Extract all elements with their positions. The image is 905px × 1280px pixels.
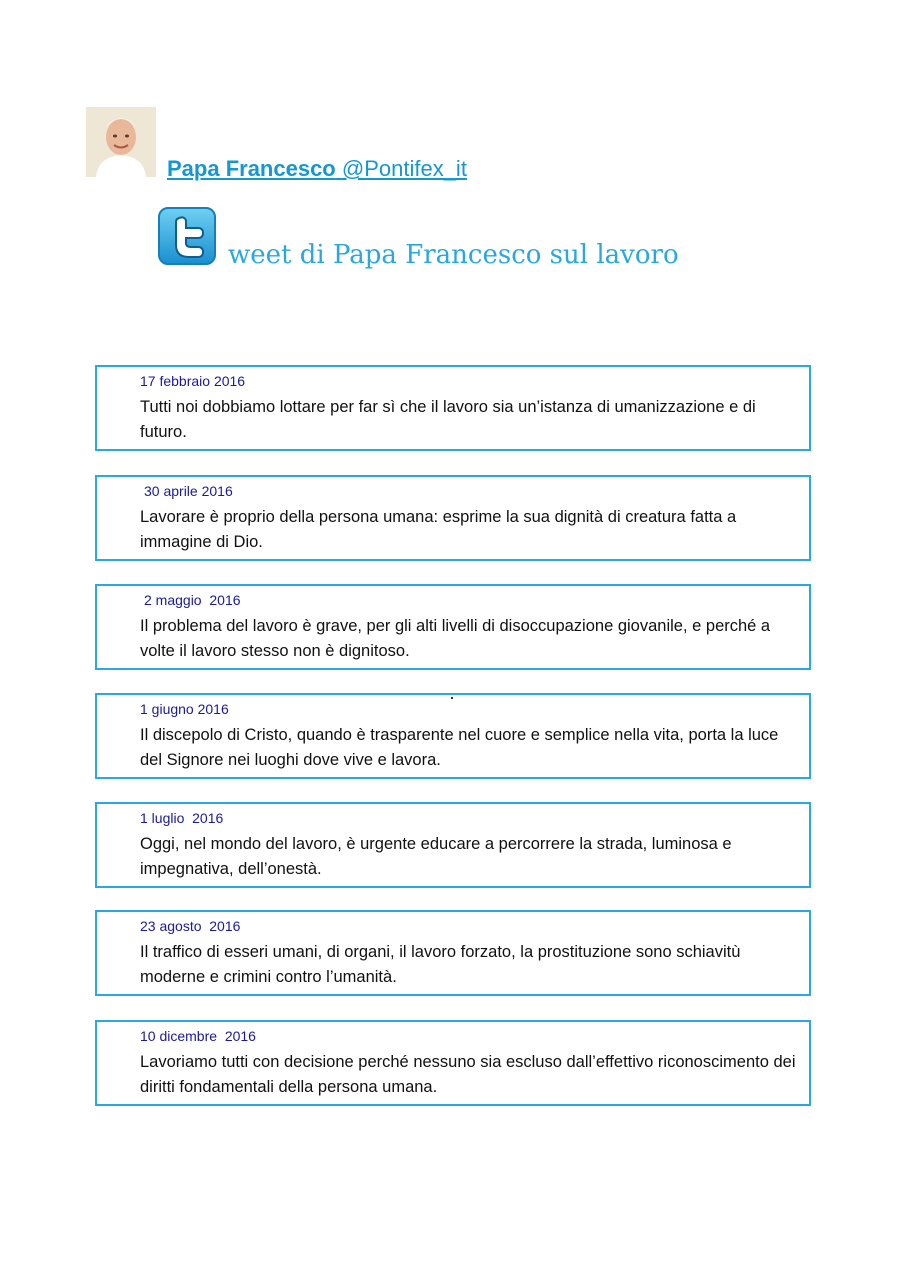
- tweet-text: Tutti noi dobbiamo lottare per far sì che il lavoro sia un’istanza di umanizzazione e di futuro.: [140, 398, 756, 441]
- tweet-card: [95, 802, 811, 888]
- tweet-date: 17 febbraio 2016: [140, 373, 246, 389]
- tweet-card: [95, 365, 811, 451]
- author-handle[interactable]: @Pontifex_it: [341, 156, 467, 181]
- tweet-text: Il discepolo di Cristo, quando è trasparente nel cuore e semplice nella vita, porta la luce del Signore nei luoghi dove vive e lavora.: [140, 726, 779, 769]
- pope-portrait-icon: [86, 107, 156, 177]
- tweet-text: Il problema del lavoro è grave, per gli alti livelli di disoccupazione giovanile, e perché a volte il lavoro stesso non è dignitoso.: [140, 617, 771, 660]
- tweet-text: Oggi, nel mondo del lavoro, è urgente educare a percorrere la strada, luminosa e impegnativa, dell’onestà.: [140, 835, 732, 878]
- tweet-card: [95, 1020, 811, 1106]
- tweet-text: Il traffico di esseri umani, di organi, il lavoro forzato, la prostituzione sono schiavitù moderne e crimini contro l’umanità.: [140, 943, 741, 986]
- tweet-date: 23 agosto 2016: [140, 918, 241, 934]
- tweet-card: [95, 693, 811, 779]
- stray-dot: [451, 697, 453, 699]
- tweet-date: 1 giugno 2016: [140, 701, 229, 717]
- tweet-date: 2 maggio 2016: [144, 592, 241, 608]
- tweet-card: [95, 584, 811, 670]
- tweet-date: 30 aprile 2016: [144, 483, 233, 499]
- twitter-bird-icon: [158, 207, 216, 265]
- tweet-date: 1 luglio 2016: [140, 810, 224, 826]
- twitter-logo: [158, 207, 216, 265]
- tweet-text: Lavorare è proprio della persona umana: esprime la sua dignità di creatura fatta a immagine di Dio.: [140, 508, 737, 551]
- tweet-text: Lavoriamo tutti con decisione perché nessuno sia escluso dall’effettivo riconoscimento dei diritti fondamentali della persona umana.: [140, 1053, 796, 1096]
- tweet-card: [95, 910, 811, 996]
- tweet-card: [95, 475, 811, 561]
- tweet-date: 10 dicembre 2016: [140, 1028, 256, 1044]
- author-link[interactable]: [167, 156, 467, 182]
- page-title: weet di Papa Francesco sul lavoro: [228, 240, 679, 270]
- avatar: [86, 107, 156, 177]
- author-name[interactable]: Papa Francesco: [167, 156, 336, 181]
